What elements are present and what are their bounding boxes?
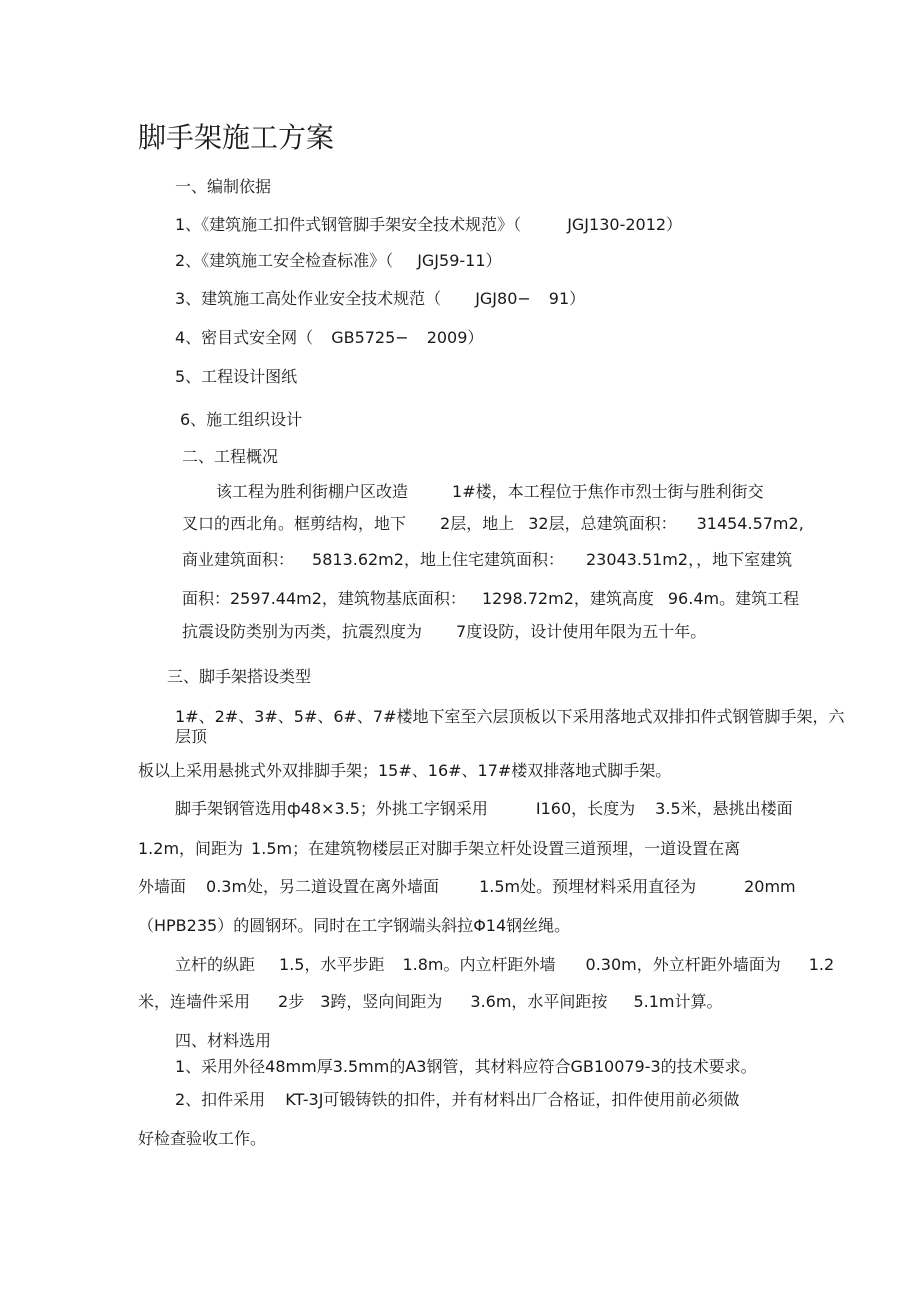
overview-line-3: 商业建筑面积： 5813.62m2，地上住宅建筑面积： 23043.51m2，，地下室建筑: [182, 550, 793, 569]
steel-line-3: 外墙面 0.3m处，另二道设置在离外墙面 1.5m处。预埋材料采用直径为 20mm: [138, 877, 796, 896]
scaffold-type-line-1-wrap: 层顶: [175, 727, 208, 746]
steel-line-1: 脚手架钢管选用ф48×3.5；外挑工字钢采用 I160，长度为 3.5米，悬挑出楼面: [175, 799, 793, 818]
basis-item-6: 6、施工组织设计: [180, 410, 303, 429]
overview-line-4: 面积：2597.44m2，建筑物基底面积： 1298.72m2，建筑高度 96.4m。建筑工程: [182, 589, 800, 608]
document-title: 脚手架施工方案: [138, 121, 335, 154]
scaffold-type-line-1: 1#、2#、3#、5#、6#、7#楼地下室至六层顶板以下采用落地式双排扣件式钢管脚手架，六: [175, 707, 845, 726]
pole-line-1: 立杆的纵距 1.5，水平步距 1.8m。内立杆距外墙 0.30m，外立杆距外墙面为 1.2: [175, 955, 835, 974]
materials-line-2: 2、扣件采用 KT-3J可锻铸铁的扣件，并有材料出厂合格证，扣件使用前必须做: [175, 1090, 740, 1109]
steel-line-2: 1.2m，间距为 1.5m；在建筑物楼层正对脚手架立杆处设置三道预埋，一道设置在离: [138, 839, 741, 858]
basis-item-2: 2、《建筑施工安全检查标准》（ JGJ59-11）: [175, 251, 502, 270]
scaffold-type-line-2: 板以上采用悬挑式外双排脚手架；15#、16#、17#楼双排落地式脚手架。: [138, 761, 672, 780]
basis-item-5: 5、工程设计图纸: [175, 367, 298, 386]
section-heading-scaffold-type: 三、脚手架搭设类型: [167, 667, 312, 686]
overview-line-5: 抗震设防类别为丙类，抗震烈度为 7度设防，设计使用年限为五十年。: [182, 622, 707, 641]
pole-line-2: 米，连墙件采用 2步 3跨，竖向间距为 3.6m，水平间距按 5.1m计算。: [138, 992, 723, 1011]
section-heading-basis: 一、编制依据: [175, 177, 272, 196]
section-heading-overview: 二、工程概况: [182, 447, 279, 466]
section-heading-materials: 四、材料选用: [175, 1031, 272, 1050]
basis-item-1: 1、《建筑施工扣件式钢管脚手架安全技术规范》（ JGJ130-2012）: [175, 215, 683, 234]
materials-line-1: 1、采用外径48mm厚3.5mm的A3钢管，其材料应符合GB10079-3的技术要求。: [175, 1057, 757, 1076]
materials-line-3: 好检查验收工作。: [138, 1129, 267, 1148]
overview-line-1: 该工程为胜利街棚户区改造 1#楼，本工程位于焦作市烈士街与胜利街交: [216, 482, 764, 501]
basis-item-3: 3、建筑施工高处作业安全技术规范（ JGJ80− 91）: [175, 289, 586, 308]
steel-line-4: （HPB235）的圆钢环。同时在工字钢端头斜拉Φ14钢丝绳。: [138, 916, 571, 935]
overview-line-2: 叉口的西北角。框剪结构，地下 2层，地上 32层，总建筑面积： 31454.57m2,: [182, 514, 804, 533]
basis-item-4: 4、密目式安全网（ GB5725− 2009）: [175, 328, 484, 347]
